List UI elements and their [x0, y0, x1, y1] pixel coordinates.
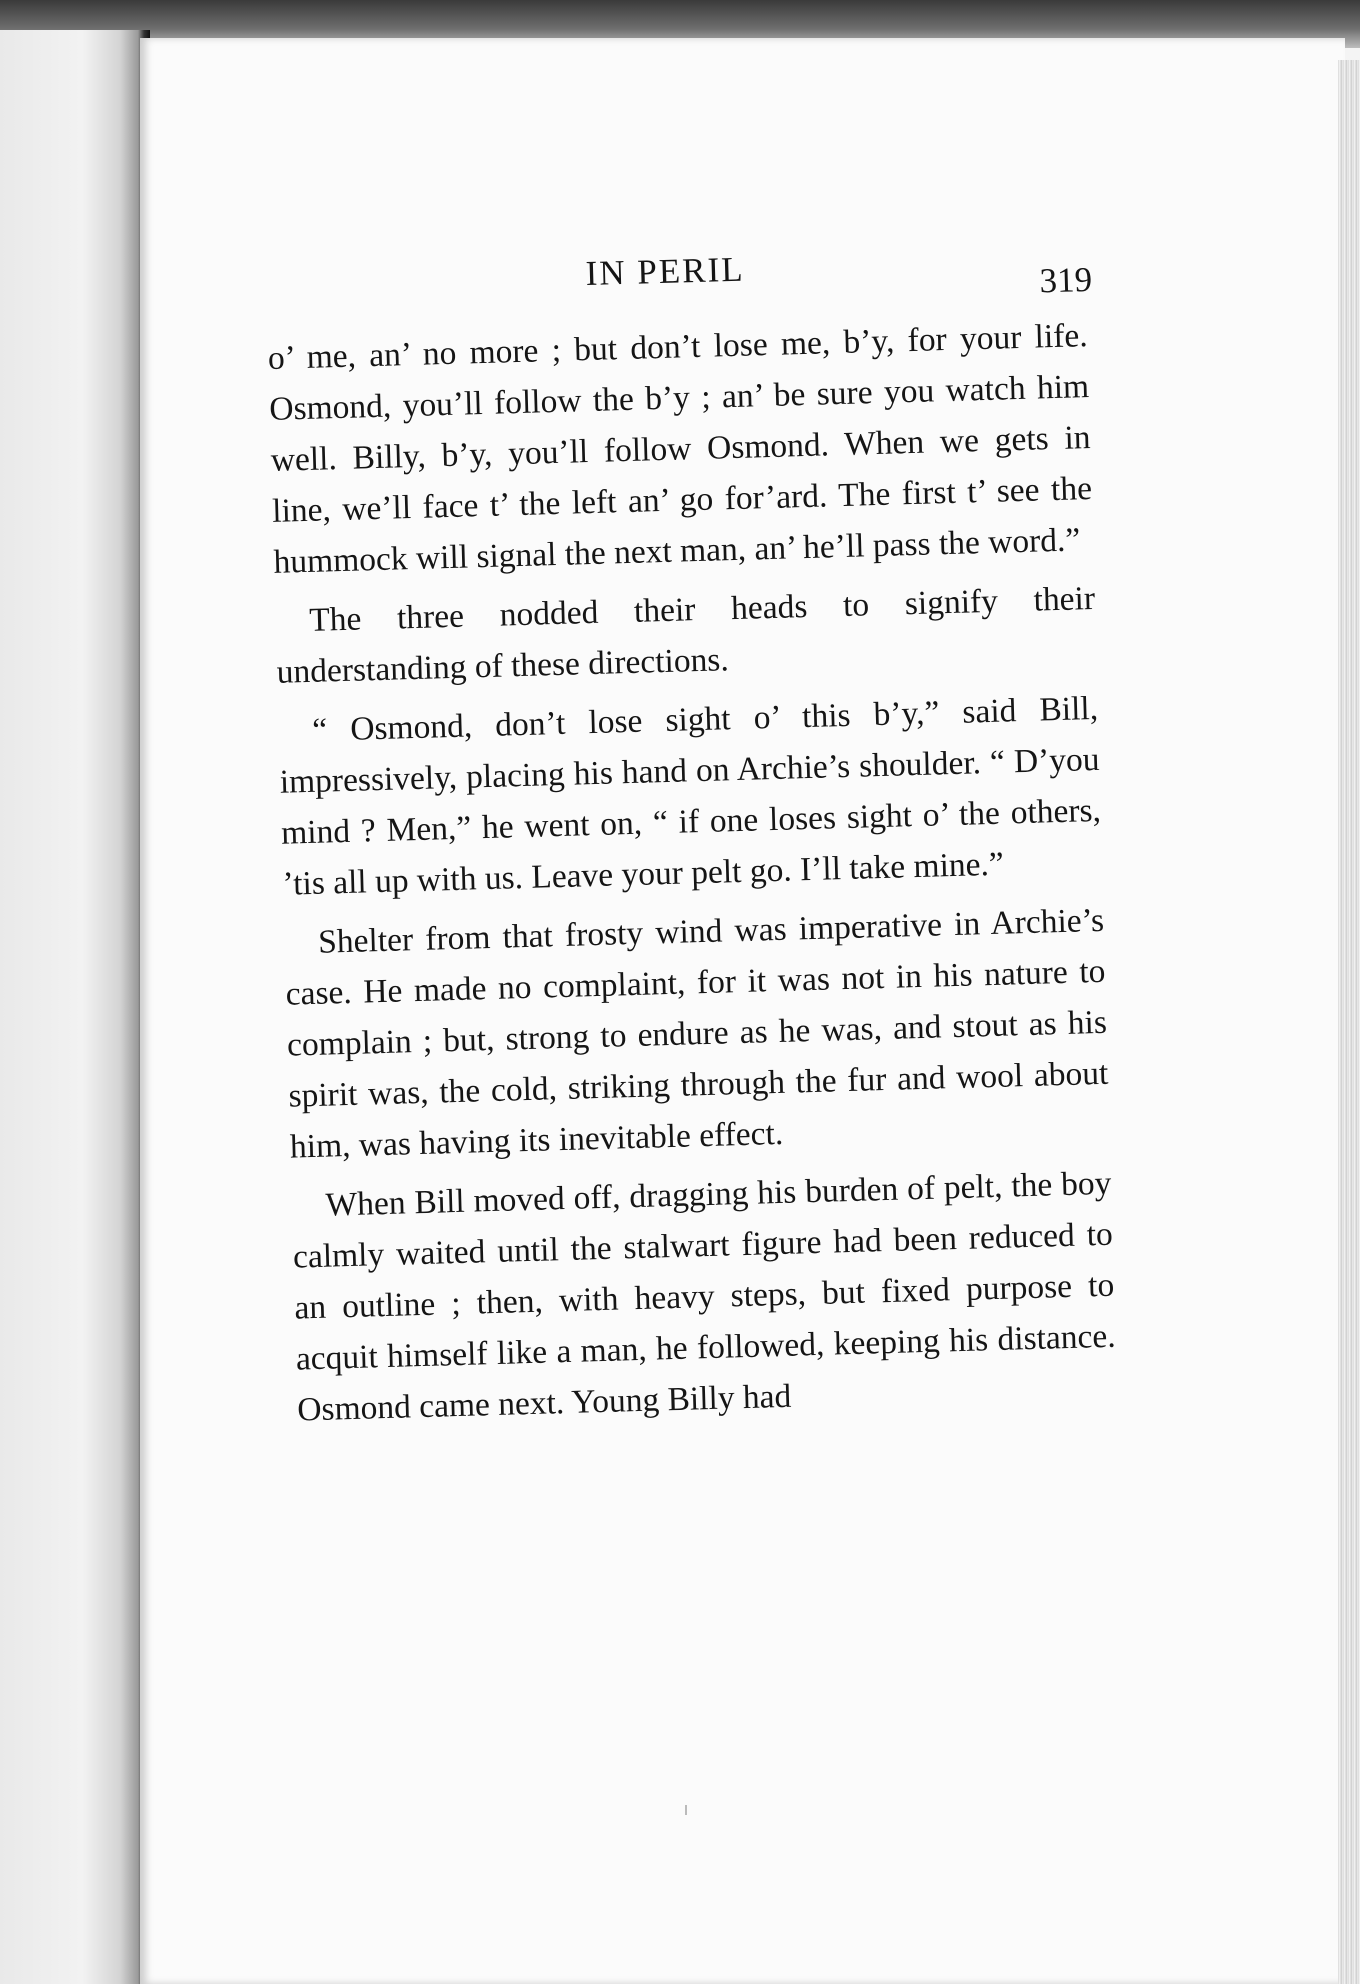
body-text	[267, 310, 1117, 1435]
book-page	[140, 38, 1345, 1984]
paragraph: When Bill moved off, dragging his burden of pelt, the boy calmly waited until the stalwart figure had been reduced to an outline ; then, with heavy steps, but fixed purpose to acquit himself like a man, he followed, keeping his distance. Osmond came next. Young Billy had	[292, 1164, 1117, 1429]
paragraph: “ Osmond, don’t lose sight o’ this b’y,” said Bill, impressively, placing his hand on Archie’s shoulder. “ D’you mind ? Men,” he went on, “ if one loses sight o’ the others, ’tis all up with us. Leave your pelt go. I’ll take mine.”	[279, 689, 1102, 903]
paragraph: Shelter from that frosty wind was imperative in Archie’s case. He made no complaint, for it was not in his nature to complain ; but, strong to endure as he was, and stout as his spirit was, the cold, striking through the fur and wool about him, was having its inevitable effect.	[285, 901, 1109, 1166]
page-number: 319	[1039, 259, 1093, 301]
scan-speck	[685, 1805, 687, 1815]
book-spine-left-page	[0, 30, 150, 1984]
page-content	[265, 230, 1118, 1443]
running-title: IN PERIL	[585, 249, 746, 294]
page-stack-edge	[1338, 60, 1360, 1984]
paragraph: The three nodded their heads to signify their understanding of these directions.	[276, 579, 1096, 691]
paragraph: o’ me, an’ no more ; but don’t lose me, b’y, for your life. Osmond, you’ll follow the b’y ; an’ be sure you watch him well. Billy, b’y, you’ll follow Osmond. When we gets in line, we’ll face t’ the left an’ go for’ard. The first t’ see the hummock will signal the next man, an’ he’ll pass the word.”	[267, 317, 1093, 581]
